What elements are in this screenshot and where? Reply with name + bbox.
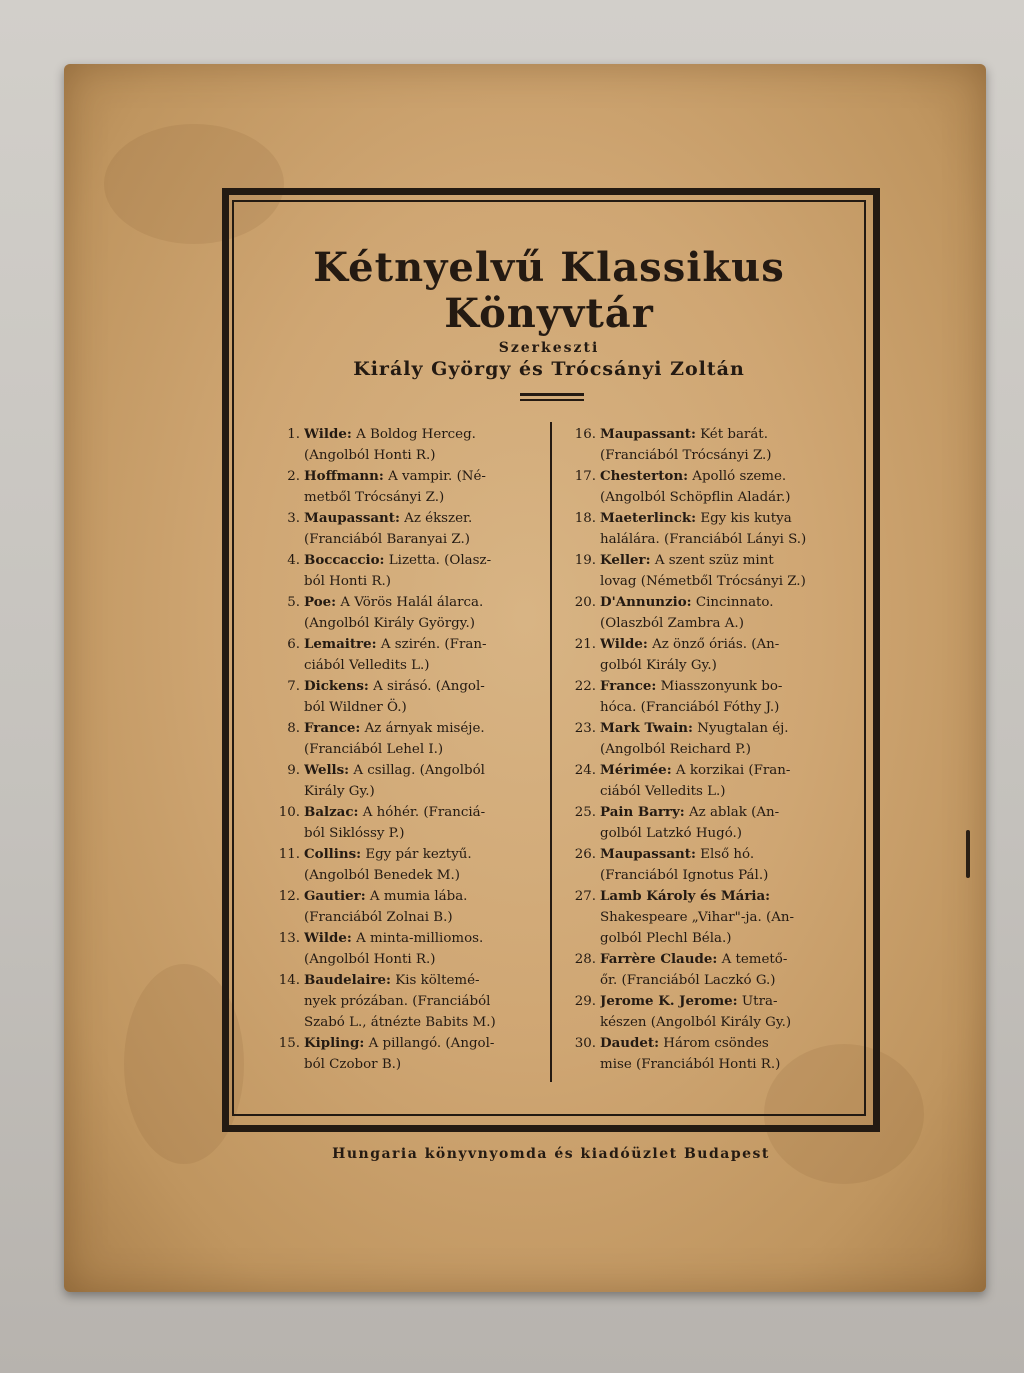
entry-title: Miasszonyunk bo- (656, 679, 783, 694)
book-list-entry (566, 592, 834, 634)
book-list-entry (566, 844, 834, 886)
entry-author: Pain Barry: (600, 804, 685, 820)
title-ornament-rule (520, 393, 584, 401)
book-list-entry (270, 718, 542, 760)
entry-translator: (Angolból Király György.) (304, 616, 475, 631)
entry-translator: (Franciából Lehel I.) (304, 742, 444, 757)
book-list-entry (270, 592, 542, 634)
entry-translator: őr. (Franciából Laczkó G.) (600, 973, 776, 988)
entry-author: Chesterton: (600, 468, 689, 484)
book-list-entry (566, 634, 834, 676)
entry-author: Lamb Károly és Mária: (600, 888, 771, 904)
entry-author: Boccaccio: (304, 552, 385, 568)
entry-translator: (Angolból Benedek M.) (304, 868, 460, 883)
book-list-entry (270, 508, 542, 550)
entry-translator: (Franciából Trócsányi Z.) (600, 448, 772, 463)
entry-title: A Boldog Herceg. (351, 427, 476, 442)
entry-title: A temető- (717, 952, 788, 967)
entry-number: 9. (287, 763, 300, 778)
book-list-entry (270, 550, 542, 592)
entry-translator: (Angolból Reichard P.) (600, 742, 752, 757)
publisher-imprint: Hungaria könyvnyomda és kiadóüzlet Budapest (332, 1146, 770, 1162)
entry-author: Maupassant: (600, 426, 696, 442)
entry-number: 16. (574, 427, 596, 442)
entry-text (304, 592, 542, 634)
book-list-entry (566, 1033, 834, 1075)
entry-text (304, 1033, 542, 1075)
entry-number: 19. (574, 553, 596, 568)
entry-title: Utra- (737, 994, 778, 1009)
entry-translator: nyek prózában. (Franciából (304, 994, 491, 1009)
entry-translator: (Franciából Ignotus Pál.) (600, 868, 769, 883)
entry-text (304, 928, 542, 970)
entry-title: A Vörös Halál álarca. (336, 595, 484, 610)
entry-author: Collins: (304, 846, 362, 862)
entry-translator: (Angolból Schöpflin Aladár.) (600, 490, 791, 505)
entry-text (600, 760, 834, 802)
book-list-entry (270, 424, 542, 466)
entry-translator: (Franciából Zolnai B.) (304, 910, 453, 925)
book-list-entry (270, 676, 542, 718)
entry-title: Az önző óriás. (An- (647, 637, 780, 652)
entry-author: Farrère Claude: (600, 951, 718, 967)
entry-text (600, 886, 834, 949)
entry-number: 7. (287, 679, 300, 694)
entry-translator: készen (Angolból Király Gy.) (600, 1015, 792, 1030)
entry-title: A csillag. (Angolból (349, 763, 485, 778)
entry-translator: ból Wildner Ö.) (304, 700, 407, 715)
entry-translator: (Angolból Honti R.) (304, 448, 436, 463)
book-list-left-column (270, 424, 542, 1075)
entry-text (304, 718, 542, 760)
book-list-right-column (566, 424, 834, 1075)
book-list-entry (566, 466, 834, 508)
book-list-entry (270, 802, 542, 844)
entry-text (600, 466, 834, 508)
entry-number: 3. (287, 511, 300, 526)
entry-author: Jerome K. Jerome: (600, 993, 738, 1009)
entry-number: 25. (574, 805, 596, 820)
entry-title: Nyugtalan éj. (692, 721, 789, 736)
entry-author: Baudelaire: (304, 972, 391, 988)
entry-author: Mérimée: (600, 762, 672, 778)
entry-number: 15. (278, 1036, 300, 1051)
book-list-entry (270, 634, 542, 676)
entry-text (600, 802, 834, 844)
entry-title: A hóhér. (Franciá- (358, 805, 486, 820)
book-list-entry (566, 760, 834, 802)
entry-number: 4. (287, 553, 300, 568)
entry-translator: (Olaszból Zambra A.) (600, 616, 744, 631)
entry-translator: Király Gy.) (304, 784, 375, 799)
entry-title: Három csöndes (659, 1036, 769, 1051)
book-list-entry (566, 550, 834, 592)
entry-title: Az ékszer. (399, 511, 473, 526)
entry-translator-continued: golból Plechl Béla.) (600, 931, 732, 946)
entry-text (600, 676, 834, 718)
entry-text (600, 424, 834, 466)
entry-text (304, 424, 542, 466)
editor-label: Szerkeszti (498, 340, 600, 356)
entry-number: 24. (574, 763, 596, 778)
entry-text (304, 844, 542, 886)
entry-text (600, 634, 834, 676)
entry-number: 11. (278, 847, 300, 862)
entry-title: Apolló szeme. (688, 469, 787, 484)
entry-text (304, 676, 542, 718)
entry-translator-continued: Szabó L., átnézte Babits M.) (304, 1015, 496, 1030)
entry-title: A szent szüz mint (650, 553, 774, 568)
entry-text (600, 1033, 834, 1075)
series-title-line2: Könyvtár (444, 290, 654, 337)
entry-number: 1. (287, 427, 300, 442)
entry-title: Első hó. (695, 847, 755, 862)
entry-author: Poe: (304, 594, 337, 610)
entry-text (304, 970, 542, 1033)
book-list-entry (566, 676, 834, 718)
entry-author: Daudet: (600, 1035, 660, 1051)
entry-text (600, 718, 834, 760)
book-list-entry (270, 466, 542, 508)
entry-number: 17. (574, 469, 596, 484)
entry-title: Két barát. (695, 427, 768, 442)
entry-text (304, 508, 542, 550)
entry-author: Mark Twain: (600, 720, 693, 736)
book-list-entry (270, 1033, 542, 1075)
entry-text (304, 466, 542, 508)
entry-translator: ból Czobor B.) (304, 1057, 402, 1072)
entry-translator: ciából Velledits L.) (600, 784, 726, 799)
entry-text (600, 508, 834, 550)
book-list-entry (270, 844, 542, 886)
series-title-line1: Kétnyelvű Klassikus (313, 244, 785, 291)
entry-text (304, 886, 542, 928)
entry-number: 23. (574, 721, 596, 736)
entry-number: 2. (287, 469, 300, 484)
book-list-entry (566, 718, 834, 760)
entry-translator: lovag (Németből Trócsányi Z.) (600, 574, 806, 589)
entry-title: A korzikai (Fran- (671, 763, 791, 778)
entry-number: 22. (574, 679, 596, 694)
entry-author: Gautier: (304, 888, 366, 904)
entry-translator: hóca. (Franciából Fóthy J.) (600, 700, 780, 715)
entry-number: 8. (287, 721, 300, 736)
entry-translator: (Franciából Baranyai Z.) (304, 532, 470, 547)
entry-title: A vampir. (Né- (383, 469, 486, 484)
entry-number: 28. (574, 952, 596, 967)
book-list-entry (566, 886, 834, 949)
entry-title: Az ablak (An- (684, 805, 780, 820)
book-list-entry (566, 949, 834, 991)
entry-number: 12. (278, 889, 300, 904)
entry-number: 5. (287, 595, 300, 610)
book-list-entry (270, 970, 542, 1033)
entry-text (600, 949, 834, 991)
entry-author: Wilde: (304, 930, 352, 946)
entry-translator: halálára. (Franciából Lányi S.) (600, 532, 807, 547)
entry-title: A sirásó. (Angol- (368, 679, 485, 694)
entry-author: Wells: (304, 762, 350, 778)
staple-mark (966, 830, 970, 878)
entry-text (600, 592, 834, 634)
entry-author: Balzac: (304, 804, 359, 820)
entry-number: 18. (574, 511, 596, 526)
book-list-entry (566, 508, 834, 550)
entry-number: 20. (574, 595, 596, 610)
entry-author: Maeterlinck: (600, 510, 697, 526)
entry-author: Maupassant: (600, 846, 696, 862)
entry-text (600, 550, 834, 592)
entry-translator: metből Trócsányi Z.) (304, 490, 445, 505)
entry-title: A szirén. (Fran- (376, 637, 487, 652)
book-list-entry (566, 991, 834, 1033)
book-list-entry (566, 802, 834, 844)
book-list-entry (270, 760, 542, 802)
entry-translator: Shakespeare „Vihar"-ja. (An- (600, 910, 795, 925)
entry-translator: mise (Franciából Honti R.) (600, 1057, 781, 1072)
entry-title: Egy kis kutya (696, 511, 792, 526)
entry-translator: (Angolból Honti R.) (304, 952, 436, 967)
entry-title: A mumia lába. (365, 889, 468, 904)
entry-author: Maupassant: (304, 510, 400, 526)
entry-author: Wilde: (600, 636, 648, 652)
entry-number: 30. (574, 1036, 596, 1051)
entry-author: Keller: (600, 552, 651, 568)
entry-author: D'Annunzio: (600, 594, 692, 610)
entry-number: 26. (574, 847, 596, 862)
entry-text (600, 991, 834, 1033)
entry-text (304, 760, 542, 802)
entry-number: 14. (278, 973, 300, 988)
entry-title: Az árnyak miséje. (360, 721, 485, 736)
entry-text (304, 634, 542, 676)
column-divider (550, 422, 552, 1082)
entry-author: Kipling: (304, 1035, 365, 1051)
entry-author: Hoffmann: (304, 468, 384, 484)
entry-title: Kis költemé- (390, 973, 480, 988)
entry-number: 29. (574, 994, 596, 1009)
book-list-entry (270, 928, 542, 970)
book-list-entry (566, 424, 834, 466)
entry-title: Lizetta. (Olasz- (384, 553, 492, 568)
entry-author: Lemaitre: (304, 636, 377, 652)
entry-number: 10. (278, 805, 300, 820)
entry-translator: golból Latzkó Hugó.) (600, 826, 743, 841)
entry-author: Dickens: (304, 678, 369, 694)
entry-author: France: (600, 678, 657, 694)
entry-author: France: (304, 720, 361, 736)
entry-number: 27. (574, 889, 596, 904)
entry-author: Wilde: (304, 426, 352, 442)
entry-title: Egy pár keztyű. (361, 847, 472, 862)
entry-translator: ból Honti R.) (304, 574, 392, 589)
entry-text (600, 844, 834, 886)
entry-number: 13. (278, 931, 300, 946)
editors-names: Király György és Trócsányi Zoltán (353, 358, 745, 380)
entry-title: A pillangó. (Angol- (364, 1036, 495, 1051)
book-list-entry (270, 886, 542, 928)
entry-title: A minta-milliomos. (351, 931, 484, 946)
entry-number: 6. (287, 637, 300, 652)
entry-translator: ciából Velledits L.) (304, 658, 430, 673)
entry-title: Cincinnato. (691, 595, 774, 610)
entry-text (304, 802, 542, 844)
entry-translator: ból Siklóssy P.) (304, 826, 405, 841)
entry-number: 21. (574, 637, 596, 652)
entry-text (304, 550, 542, 592)
entry-translator: golból Király Gy.) (600, 658, 717, 673)
